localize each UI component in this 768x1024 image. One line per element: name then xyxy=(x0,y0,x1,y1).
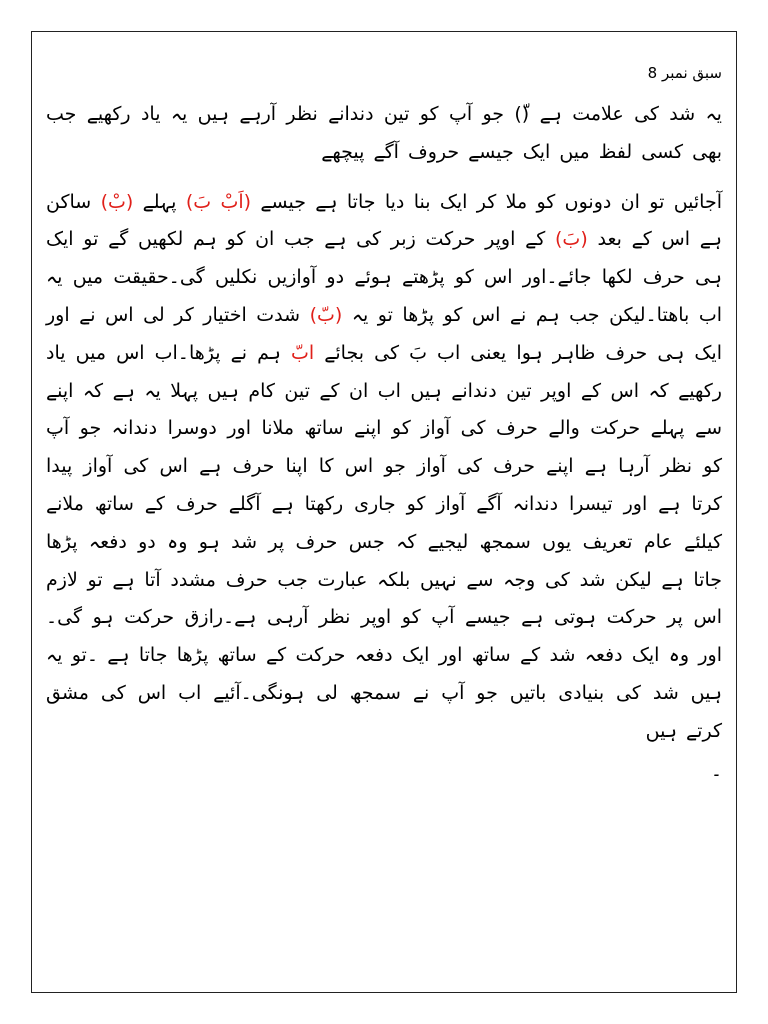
highlight-example: (بَ) xyxy=(555,228,588,251)
lesson-content xyxy=(46,60,722,785)
text-segment: ساکن ہے اس کے بعد xyxy=(46,190,722,251)
highlight-example: ابّ xyxy=(291,341,315,364)
paragraph-intro xyxy=(46,96,722,172)
highlight-example: (بْ) xyxy=(100,190,134,213)
text-segment: آجائیں تو ان دونوں کو ملا کر ایک بنا دیا جاتا ہے جیسے xyxy=(260,190,722,213)
highlight-example: (اَبْ بَ) xyxy=(185,190,252,213)
end-mark: ۔ xyxy=(710,758,722,781)
intro-text-start: یہ شد کی علامت ہے xyxy=(539,103,722,125)
intro-text-end: جو آپ کو تین دندانے نظر آرہے ہیں یہ یاد رکھیے جب بھی کسی لفظ میں ایک جیسے حروف آگے پیچھے xyxy=(46,103,722,163)
highlight-example: (بّ) xyxy=(309,303,343,326)
text-segment: کے اوپر حرکت زبر کی ہے جب ان کو ہم لکھیں گے تو ایک ہی حرف لکھا جائے۔اور اس کو پڑھتے ہوئے دو آوازیں نکلیں گی۔حقیقت میں یہ اب باھتا۔لیکن جب ہم نے اس کو پڑھا تو یہ xyxy=(46,228,722,326)
paragraph-explanation xyxy=(46,184,722,751)
text-segment: پہلے xyxy=(142,190,177,213)
shadda-symbol: (ّ) xyxy=(514,103,530,125)
lesson-heading: سبق نمبر 8 xyxy=(647,64,722,82)
text-segment: ہم نے پڑھا۔اب اس میں یاد رکھیے کہ اس کے اوپر تین دندانے ہیں اب ان کے تین کام ہیں پہلا یہ ہے کہ اپنے سے پہلے حرکت والے حرف کی آواز کو اپنے ساتھ ملانا اور دوسرا دندانہ جو آپ کو نظر آرہا ہے اپنے حرف کی آواز جو اس کا اپنا حرف ہے اس کی آواز پیدا کرتا ہے اور تیسرا دندانہ آگے آواز کو جاری رکھتا ہے آگلے حرف کے ساتھ ملانے کیلئے عام تعریف یوں سمجھ لیجیے کہ جس حرف پر شد ہو وہ دو دفعہ پڑھا جاتا ہے لیکن شد کی وجہ سے نہیں بلکہ عبارت جب حرف مشدد آتا ہے تو لازم اس پر حرکت ہوتی ہے جیسے آپ کو اوپر نظر آرہی ہے۔رازق حرکت ہو گی۔اور وہ ایک دفعہ شد کے ساتھ اور ایک دفعہ حرکت کے ساتھ پڑھا جاتا ہے ۔تو یہ ہیں شد کی بنیادی باتیں جو آپ نے سمجھ لی ہونگی۔آئیے اب اس کی مشق کرتے ہیں xyxy=(46,341,722,742)
text-segment: شدت اختیار کر لی اس نے اور ایک ہی حرف ظاہر ہوا یعنی اب بَ کی بجائے xyxy=(46,303,722,364)
